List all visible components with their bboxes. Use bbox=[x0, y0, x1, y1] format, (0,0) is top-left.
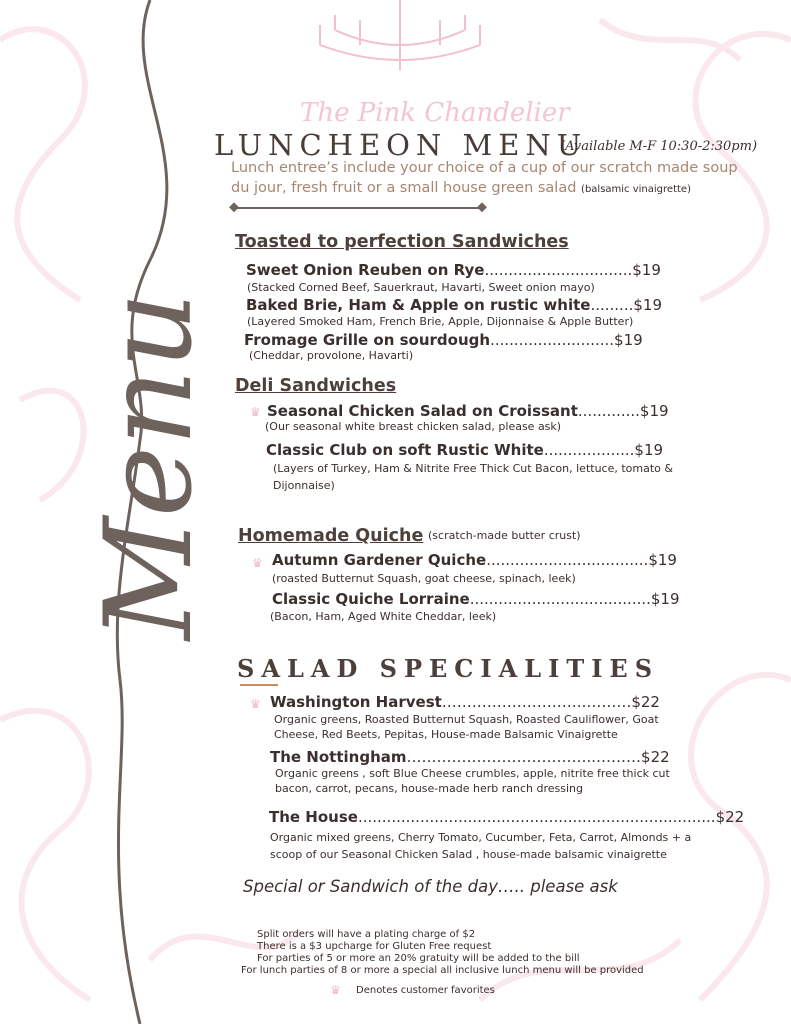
item-desc: bacon, carrot, pecans, house-made herb ranch dressing bbox=[275, 782, 583, 795]
divider bbox=[228, 202, 488, 214]
item-dots: ............. bbox=[577, 402, 640, 420]
item-price: $22 bbox=[715, 808, 745, 826]
legend: Denotes customer favorites bbox=[356, 985, 495, 996]
item-name: Classic Quiche Lorraine bbox=[272, 590, 470, 608]
menu-item bbox=[272, 551, 677, 569]
item-desc: (Layered Smoked Ham, French Brie, Apple, Dijonnaise & Apple Butter) bbox=[247, 315, 634, 328]
item-dots: ………………………………..……… bbox=[406, 748, 642, 766]
item-dots: ………………………..……… bbox=[441, 693, 632, 711]
section-title: Toasted to perfection Sandwiches bbox=[235, 232, 569, 252]
item-desc: Dijonnaise) bbox=[273, 479, 335, 492]
item-dots: ...................................... bbox=[469, 590, 651, 608]
item-desc: Cheese, Red Beets, Pepitas, House-made Balsamic Vinaigrette bbox=[274, 728, 618, 741]
section-underline bbox=[240, 684, 278, 686]
footer-note: Split orders will have a plating charge of $2 bbox=[257, 929, 476, 940]
item-desc: (Our seasonal white breast chicken salad, please ask) bbox=[265, 420, 562, 433]
item-name: Classic Club on soft Rustic White bbox=[266, 441, 544, 459]
item-dots: ......... bbox=[590, 296, 634, 314]
item-dots: ................... bbox=[543, 441, 635, 459]
item-price: $19 bbox=[634, 441, 664, 459]
item-price: $19 bbox=[648, 551, 677, 569]
item-dots: .......................... bbox=[490, 331, 615, 349]
crown-icon: ♛ bbox=[250, 405, 261, 419]
menu-item bbox=[267, 402, 669, 420]
item-price: $22 bbox=[641, 748, 670, 766]
menu-item bbox=[269, 808, 744, 826]
intro-text: du jour, fresh fruit or a small house green salad bbox=[231, 180, 577, 196]
menu-script: Menu bbox=[80, 291, 219, 640]
item-name: Seasonal Chicken Salad on Croissant bbox=[267, 402, 578, 420]
footer-note: For lunch parties of 8 or more a special all inclusive lunch menu will be provided bbox=[241, 965, 644, 976]
logo: The Pink Chandelier bbox=[300, 98, 570, 128]
item-desc: (Bacon, Ham, Aged White Cheddar, leek) bbox=[270, 610, 497, 623]
availability: (Available M-F 10:30-2:30pm) bbox=[560, 139, 758, 154]
item-desc: (Stacked Corned Beef, Sauerkraut, Havarti, Sweet onion mayo) bbox=[247, 281, 595, 294]
intro-line-2 bbox=[231, 180, 691, 196]
item-name: Sweet Onion Reuben on Rye bbox=[246, 261, 485, 279]
item-dots: ............................... bbox=[484, 261, 633, 279]
crown-icon: ♛ bbox=[252, 556, 263, 570]
item-price: $19 bbox=[632, 261, 661, 279]
item-price: $19 bbox=[614, 331, 643, 349]
footer-note: For parties of 5 or more an 20% gratuity will be added to the bill bbox=[257, 953, 580, 964]
item-name: The Nottingham bbox=[270, 748, 407, 766]
item-price: $19 bbox=[650, 590, 680, 608]
item-price: $19 bbox=[639, 402, 669, 420]
item-price: $19 bbox=[633, 296, 662, 314]
item-desc: (Layers of Turkey, Ham & Nitrite Free Thick Cut Bacon, lettuce, tomato & bbox=[273, 462, 673, 475]
intro-note: (balsamic vinaigrette) bbox=[581, 184, 691, 195]
section-note: (scratch-made butter crust) bbox=[428, 529, 581, 542]
item-price: $22 bbox=[631, 693, 660, 711]
crown-icon: ♛ bbox=[250, 697, 261, 711]
item-desc: (roasted Butternut Squash, goat cheese, spinach, leek) bbox=[272, 572, 576, 585]
item-name: Fromage Grille on sourdough bbox=[244, 331, 491, 349]
side-decoration bbox=[0, 0, 230, 1024]
item-name: Autumn Gardener Quiche bbox=[272, 551, 487, 569]
page-title: LUNCHEON MENU bbox=[214, 128, 588, 162]
section-title: SALAD SPECIALITIES bbox=[237, 654, 660, 683]
menu-item bbox=[244, 331, 643, 349]
special-of-the-day: Special or Sandwich of the day….. please ask bbox=[243, 877, 618, 896]
item-desc: (Cheddar, provolone, Havarti) bbox=[249, 349, 414, 362]
item-desc: Organic mixed greens, Cherry Tomato, Cucumber, Feta, Carrot, Almonds + a bbox=[270, 831, 692, 844]
menu-item bbox=[272, 590, 680, 608]
menu-item bbox=[270, 748, 670, 766]
item-desc: Organic greens, Roasted Butternut Squash, Roasted Cauliflower, Goat bbox=[274, 713, 659, 726]
section-title: Deli Sandwiches bbox=[235, 376, 397, 396]
intro-line-1: Lunch entree’s include your choice of a cup of our scratch made soup bbox=[231, 160, 738, 176]
item-desc: Organic greens , soft Blue Cheese crumbles, apple, nitrite free thick cut bbox=[275, 767, 670, 780]
footer-note: There is a $3 upcharge for Gluten Free request bbox=[257, 941, 492, 952]
item-dots: .................................. bbox=[486, 551, 649, 569]
item-name: Baked Brie, Ham & Apple on rustic white bbox=[246, 296, 591, 314]
item-name: The House bbox=[269, 808, 358, 826]
chandelier-icon bbox=[310, 0, 490, 80]
menu-item bbox=[246, 261, 661, 279]
item-name: Washington Harvest bbox=[270, 693, 442, 711]
menu-item bbox=[266, 441, 663, 459]
item-dots: ........................................................................... bbox=[357, 808, 716, 826]
crown-icon: ♛ bbox=[330, 983, 341, 997]
menu-item bbox=[270, 693, 660, 711]
item-desc: scoop of our Seasonal Chicken Salad , house-made balsamic vinaigrette bbox=[270, 848, 667, 861]
menu-item bbox=[246, 296, 662, 314]
section-title: Homemade Quiche bbox=[238, 526, 424, 546]
